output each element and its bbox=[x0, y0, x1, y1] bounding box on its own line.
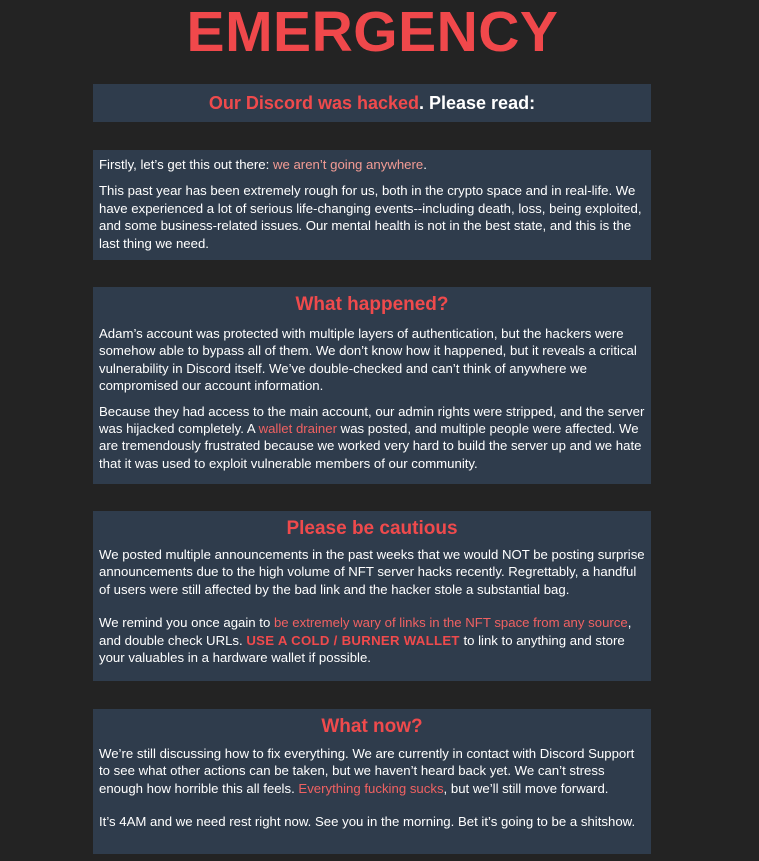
discussing-text: We’re still discussing how to fix everything. We are currently in contact with Discord Support to see what other actions can be taken, but we haven’t heard back yet. We can’t stress enough how horrible this all feels. bbox=[99, 746, 635, 796]
wallet-drainer-highlight: wallet drainer bbox=[258, 421, 337, 437]
cold-wallet-warning: USE A COLD / BURNER WALLET bbox=[246, 632, 460, 648]
what-now-heading: What now? bbox=[321, 716, 423, 737]
banner-hacked-text: Our Discord was hacked bbox=[208, 93, 419, 113]
everything-sucks-highlight: Everything fucking sucks bbox=[298, 780, 444, 796]
double-check-text: , and double check URLs. bbox=[99, 615, 632, 648]
what-happened-heading: What happened? bbox=[295, 294, 449, 315]
move-forward-text: , but we’ll still move forward. bbox=[443, 780, 609, 796]
what-now-section bbox=[93, 709, 651, 854]
emergency-headline: EMERGENCY bbox=[186, 0, 559, 64]
cautious-paragraph-1: We posted multiple announcements in the past weeks that we would NOT be posting surprise announcements due to the high volume of NFT server hacks recently. Regrettably, a handful of users were still affected by the bad link and the hacker stole a substantial bag. bbox=[99, 547, 645, 597]
what-now-paragraph-2: It’s 4AM and we need rest right now. See you in the morning. Bet it’s going to be a shitshow. bbox=[99, 814, 636, 830]
wary-of-links-highlight: be extremely wary of links in the NFT space from any source bbox=[273, 615, 628, 631]
intro-paragraph-1 bbox=[99, 156, 645, 173]
what-happened-paragraph-1: Adam’s account was protected with multiple layers of authentication, but the hackers were somehow able to bypass all of them. We don’t know how it happened, but it reveals a critical vulnerability in Discord itself. We’ve double-checked and can’t think of anywhere we compromised our account information. bbox=[99, 326, 637, 394]
hijack-text-end: was posted, and multiple people were affected. We are tremendously frustrated because we worked very hard to build the server up and we hate that it was used to exploit vulnerable members of our community. bbox=[99, 421, 642, 471]
remind-text: We remind you once again to bbox=[99, 615, 274, 631]
intro-section bbox=[93, 150, 651, 260]
not-going-anywhere-highlight: we aren’t going anywhere bbox=[272, 157, 424, 172]
intro-text-end: . bbox=[423, 157, 427, 172]
cautious-heading: Please be cautious bbox=[286, 518, 458, 539]
cautious-section bbox=[93, 511, 651, 681]
what-happened-paragraph-2 bbox=[99, 403, 645, 473]
cautious-paragraph-2 bbox=[99, 614, 645, 666]
what-now-paragraph-1 bbox=[99, 745, 645, 797]
hijack-text: Because they had access to the main account, our admin rights were stripped, and the server was hijacked completely. A bbox=[99, 403, 645, 437]
banner-read-text: . Please read: bbox=[419, 93, 536, 113]
hardware-wallet-text: to link to anything and store your valuables in a hardware wallet if possible. bbox=[99, 632, 625, 666]
what-happened-section bbox=[93, 287, 651, 484]
intro-text: Firstly, let’s get this out there: bbox=[99, 157, 273, 172]
hacked-banner bbox=[93, 84, 651, 122]
intro-paragraph-2: This past year has been extremely rough for us, both in the crypto space and in real-life. We have experienced a lot of serious life-changing events--including death, loss, being exploited, and some business-related issues. Our mental health is not in the best state, and this is the last thing we need. bbox=[99, 183, 642, 251]
